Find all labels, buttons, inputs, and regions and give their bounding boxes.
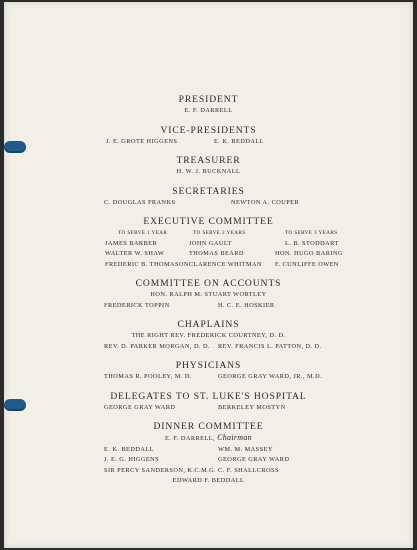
chaplains-row	[4, 342, 413, 353]
section-secretaries	[4, 186, 413, 209]
executive-member: L. B. STODDART	[285, 239, 339, 247]
dinner-member: J. E. G. HIGGENS	[104, 456, 160, 463]
executive-member: FREDERIC B. THOMASON	[105, 260, 189, 268]
section-committee-on-accounts	[4, 278, 413, 311]
dinner-member: WM. M. MASSEY	[218, 445, 273, 453]
delegate-name: BERKELEY MOSTYN	[218, 403, 286, 411]
dinner-row	[4, 466, 413, 477]
officers-list	[4, 94, 413, 495]
section-delegates	[4, 391, 413, 414]
chaplain-name: REV. FRANCIS L. PATTON, D. D.	[218, 342, 322, 350]
chaplain-name: THE RIGHT REV. FREDERICK COURTNEY, D. D.	[131, 332, 286, 339]
heading-vice-presidents: VICE-PRESIDENTS	[160, 124, 257, 136]
section-treasurer	[4, 155, 413, 178]
heading-committee-on-accounts: COMMITTEE ON ACCOUNTS	[135, 278, 282, 289]
dinner-member: GEORGE GRAY WARD	[218, 456, 290, 463]
secretary-name: NEWTON A. COUPER	[231, 198, 300, 206]
chaplain-name: REV. D. PARKER MORGAN, D. D.	[104, 342, 211, 350]
physician-name: THOMAS R. POOLEY, M. D.	[104, 373, 192, 380]
vice-president-name: E. K. BEDDALL	[214, 137, 264, 145]
executive-table	[105, 228, 413, 270]
executive-member: JOHN GAULT	[189, 239, 232, 247]
executive-member: F. CUNLIFFE OWEN	[275, 260, 339, 268]
section-vice-presidents	[4, 125, 413, 148]
heading-delegates: DELEGATES TO ST. LUKE'S HOSPITAL	[110, 390, 307, 402]
dinner-member: EDWARD F. BEDDALL	[172, 477, 245, 484]
secretaries-row	[4, 198, 413, 209]
dinner-chair	[4, 433, 413, 445]
accounts-chair: HON. RALPH M. STUART WORTLEY	[150, 291, 267, 298]
heading-dinner-committee: DINNER COMMITTEE	[153, 421, 264, 432]
heading-treasurer: TREASURER	[176, 155, 241, 166]
accounts-row	[4, 301, 413, 312]
accounts-member: H. C. E. HOSKIER	[218, 301, 275, 309]
heading-physicians: PHYSICIANS	[175, 360, 242, 371]
physician-name: GEORGE GRAY WARD, JR., M.D.	[218, 373, 323, 380]
heading-chaplains: CHAPLAINS	[177, 319, 240, 330]
secretary-name: C. DOUGLAS FRANKS	[104, 198, 176, 206]
dinner-member: C. F. SHALLCROSS	[218, 466, 279, 474]
executive-column-header: TO SERVE 2 YEARS	[193, 230, 246, 236]
dinner-member: SIR PERCY SANDERSON, K.C.M.G.	[104, 466, 217, 474]
dinner-member: E. K. BEDDALL	[104, 445, 154, 453]
section-president	[4, 94, 413, 117]
vice-president-name: J. E. GROTE HIGGENS	[106, 137, 178, 145]
dinner-chair-title: Chairman	[217, 433, 252, 442]
dinner-row	[4, 455, 413, 466]
delegates-row	[4, 403, 413, 414]
section-executive-committee	[4, 216, 413, 270]
section-dinner-committee	[4, 421, 413, 487]
treasurer-name: H. W. J. BUCKNALL	[176, 168, 241, 175]
heading-secretaries: SECRETARIES	[172, 185, 245, 197]
vice-presidents-row	[4, 137, 413, 148]
document-page	[4, 2, 413, 548]
heading-president: PRESIDENT	[178, 94, 239, 105]
accounts-member: FREDERICK TOPPIN	[104, 301, 170, 309]
executive-member: THOMAS BEARD	[189, 250, 244, 257]
executive-column-header: TO SERVE 3 YEARS	[285, 230, 338, 236]
physicians-row	[4, 372, 413, 383]
heading-executive-committee: EXECUTIVE COMMITTEE	[143, 216, 274, 227]
section-physicians	[4, 360, 413, 383]
executive-member: JAMES BARBER	[105, 239, 158, 247]
president-name: E. F. DARRELL	[184, 107, 233, 114]
executive-member: WALTER W. SHAW	[105, 250, 165, 257]
dinner-chair-name: E. F. DARRELL,	[165, 435, 216, 442]
executive-column-header: TO SERVE 1 YEAR	[118, 230, 168, 236]
executive-member: CLARENCE WHITMAN	[189, 260, 263, 268]
section-chaplains	[4, 319, 413, 352]
dinner-row	[4, 445, 413, 456]
delegate-name: GEORGE GRAY WARD	[104, 403, 176, 411]
executive-member: HON. HUGO BARING	[275, 250, 343, 257]
